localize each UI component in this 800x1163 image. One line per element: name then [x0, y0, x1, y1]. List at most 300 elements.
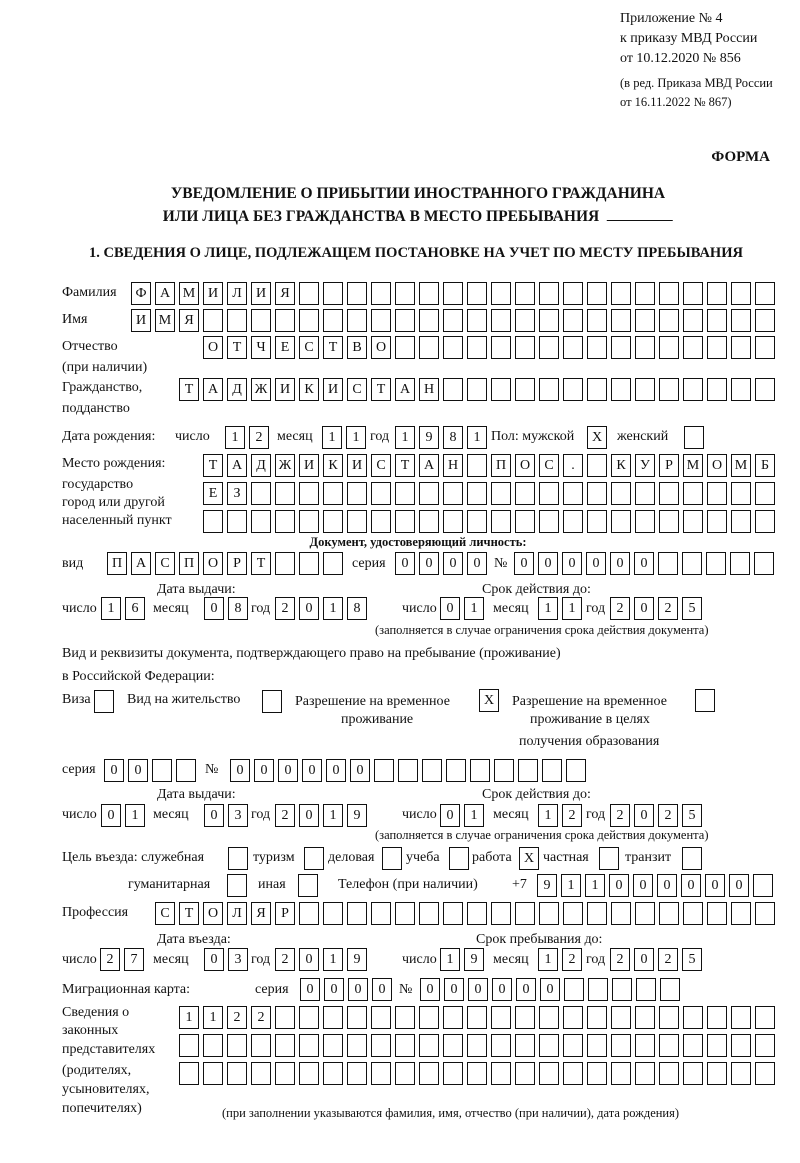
sex-female-checkbox[interactable]: [684, 426, 708, 449]
char-cell[interactable]: 1: [538, 948, 558, 971]
char-cell[interactable]: [347, 902, 367, 925]
char-cell[interactable]: [587, 309, 607, 332]
char-cell[interactable]: [635, 378, 655, 401]
char-cell[interactable]: [683, 510, 703, 533]
char-cell[interactable]: [612, 978, 632, 1001]
char-cell[interactable]: [731, 1006, 751, 1029]
char-cell[interactable]: 2: [658, 597, 678, 620]
char-cell[interactable]: 2: [100, 948, 120, 971]
char-cell[interactable]: Л: [227, 282, 247, 305]
char-cell[interactable]: 0: [128, 759, 148, 782]
char-cell[interactable]: П: [179, 552, 199, 575]
char-cell[interactable]: [755, 1062, 775, 1085]
char-cell[interactable]: [659, 1062, 679, 1085]
char-cell[interactable]: [683, 309, 703, 332]
char-cell[interactable]: [659, 482, 679, 505]
char-cell[interactable]: 2: [275, 597, 295, 620]
purpose-work-checkbox[interactable]: [519, 847, 543, 870]
char-cell[interactable]: 1: [561, 874, 581, 897]
char-cell[interactable]: 0: [204, 597, 224, 620]
id-series-boxes[interactable]: [395, 552, 491, 575]
char-cell[interactable]: [299, 552, 319, 575]
char-cell[interactable]: [203, 510, 223, 533]
char-cell[interactable]: 1: [323, 804, 343, 827]
char-cell[interactable]: 0: [516, 978, 536, 1001]
checkbox-cell[interactable]: [684, 426, 704, 449]
char-cell[interactable]: 5: [682, 948, 702, 971]
char-cell[interactable]: 1: [464, 597, 484, 620]
stay-valid-day-boxes[interactable]: [440, 804, 488, 827]
char-cell[interactable]: [491, 336, 511, 359]
char-cell[interactable]: 8: [443, 426, 463, 449]
char-cell[interactable]: [755, 902, 775, 925]
char-cell[interactable]: 0: [300, 978, 320, 1001]
trp-checkbox[interactable]: [479, 689, 503, 712]
char-cell[interactable]: 8: [228, 597, 248, 620]
char-cell[interactable]: Т: [203, 454, 223, 477]
char-cell[interactable]: 2: [227, 1006, 247, 1029]
checkbox-cell[interactable]: [228, 847, 248, 870]
char-cell[interactable]: [660, 978, 680, 1001]
char-cell[interactable]: 0: [705, 874, 725, 897]
stay-valid-month-boxes[interactable]: [538, 804, 586, 827]
char-cell[interactable]: Ч: [251, 336, 271, 359]
checkbox-cell[interactable]: X: [479, 689, 499, 712]
char-cell[interactable]: Р: [659, 454, 679, 477]
char-cell[interactable]: [323, 902, 343, 925]
stay-number-boxes[interactable]: [230, 759, 590, 782]
char-cell[interactable]: [491, 902, 511, 925]
char-cell[interactable]: [491, 378, 511, 401]
char-cell[interactable]: Я: [275, 282, 295, 305]
char-cell[interactable]: [707, 1062, 727, 1085]
char-cell[interactable]: [395, 510, 415, 533]
char-cell[interactable]: [659, 282, 679, 305]
char-cell[interactable]: [587, 454, 607, 477]
id-issue-day-boxes[interactable]: [101, 597, 149, 620]
char-cell[interactable]: [227, 510, 247, 533]
char-cell[interactable]: [635, 282, 655, 305]
char-cell[interactable]: [731, 902, 751, 925]
char-cell[interactable]: Т: [227, 336, 247, 359]
char-cell[interactable]: [299, 482, 319, 505]
char-cell[interactable]: [395, 1006, 415, 1029]
char-cell[interactable]: [515, 902, 535, 925]
char-cell[interactable]: [515, 510, 535, 533]
char-cell[interactable]: [518, 759, 538, 782]
char-cell[interactable]: 9: [464, 948, 484, 971]
char-cell[interactable]: Н: [443, 454, 463, 477]
char-cell[interactable]: 5: [682, 597, 702, 620]
char-cell[interactable]: [275, 309, 295, 332]
char-cell[interactable]: 2: [562, 948, 582, 971]
char-cell[interactable]: [636, 978, 656, 1001]
char-cell[interactable]: [566, 759, 586, 782]
surname-boxes[interactable]: [131, 282, 779, 305]
char-cell[interactable]: 2: [610, 804, 630, 827]
char-cell[interactable]: [299, 902, 319, 925]
char-cell[interactable]: 0: [729, 874, 749, 897]
char-cell[interactable]: Л: [227, 902, 247, 925]
char-cell[interactable]: [753, 874, 773, 897]
char-cell[interactable]: [683, 282, 703, 305]
char-cell[interactable]: [587, 378, 607, 401]
char-cell[interactable]: [419, 309, 439, 332]
char-cell[interactable]: [323, 282, 343, 305]
char-cell[interactable]: [539, 482, 559, 505]
char-cell[interactable]: [395, 1062, 415, 1085]
char-cell[interactable]: [515, 1034, 535, 1057]
char-cell[interactable]: [588, 978, 608, 1001]
char-cell[interactable]: Т: [395, 454, 415, 477]
char-cell[interactable]: 0: [302, 759, 322, 782]
char-cell[interactable]: [179, 1034, 199, 1057]
id-issue-year-boxes[interactable]: [275, 597, 371, 620]
char-cell[interactable]: М: [179, 282, 199, 305]
char-cell[interactable]: [323, 1062, 343, 1085]
char-cell[interactable]: [539, 378, 559, 401]
purpose-transit-checkbox[interactable]: [682, 847, 706, 870]
char-cell[interactable]: 9: [419, 426, 439, 449]
checkbox-cell[interactable]: [695, 689, 715, 712]
stay-issue-month-boxes[interactable]: [204, 804, 252, 827]
char-cell[interactable]: [731, 482, 751, 505]
char-cell[interactable]: [371, 482, 391, 505]
char-cell[interactable]: [515, 1006, 535, 1029]
char-cell[interactable]: [491, 1034, 511, 1057]
char-cell[interactable]: Я: [251, 902, 271, 925]
char-cell[interactable]: [491, 1062, 511, 1085]
char-cell[interactable]: З: [227, 482, 247, 505]
char-cell[interactable]: 0: [492, 978, 512, 1001]
char-cell[interactable]: 0: [514, 552, 534, 575]
char-cell[interactable]: М: [155, 309, 175, 332]
char-cell[interactable]: [419, 510, 439, 533]
char-cell[interactable]: [371, 1062, 391, 1085]
reps-boxes-2[interactable]: [179, 1034, 779, 1057]
char-cell[interactable]: [251, 309, 271, 332]
purpose-humanitarian-checkbox[interactable]: [227, 874, 251, 897]
char-cell[interactable]: 0: [104, 759, 124, 782]
char-cell[interactable]: [203, 1062, 223, 1085]
char-cell[interactable]: 0: [609, 874, 629, 897]
char-cell[interactable]: [227, 1034, 247, 1057]
char-cell[interactable]: 0: [444, 978, 464, 1001]
phone-boxes[interactable]: [537, 874, 777, 897]
char-cell[interactable]: 7: [124, 948, 144, 971]
char-cell[interactable]: [203, 1034, 223, 1057]
char-cell[interactable]: [275, 1062, 295, 1085]
char-cell[interactable]: 0: [299, 597, 319, 620]
char-cell[interactable]: [587, 282, 607, 305]
char-cell[interactable]: И: [203, 282, 223, 305]
char-cell[interactable]: Т: [179, 378, 199, 401]
char-cell[interactable]: [706, 552, 726, 575]
char-cell[interactable]: [635, 1062, 655, 1085]
char-cell[interactable]: [587, 1062, 607, 1085]
char-cell[interactable]: 5: [682, 804, 702, 827]
char-cell[interactable]: И: [323, 378, 343, 401]
char-cell[interactable]: [731, 1062, 751, 1085]
char-cell[interactable]: [635, 336, 655, 359]
char-cell[interactable]: А: [227, 454, 247, 477]
char-cell[interactable]: [323, 482, 343, 505]
char-cell[interactable]: 0: [610, 552, 630, 575]
char-cell[interactable]: [347, 482, 367, 505]
purpose-official-checkbox[interactable]: [228, 847, 252, 870]
checkbox-cell[interactable]: [94, 690, 114, 713]
birthplace-boxes-3[interactable]: [203, 510, 779, 533]
char-cell[interactable]: [755, 282, 775, 305]
char-cell[interactable]: [491, 1006, 511, 1029]
purpose-other-checkbox[interactable]: [298, 874, 322, 897]
char-cell[interactable]: [467, 1062, 487, 1085]
char-cell[interactable]: .: [563, 454, 583, 477]
char-cell[interactable]: 1: [101, 597, 121, 620]
char-cell[interactable]: Е: [275, 336, 295, 359]
char-cell[interactable]: В: [347, 336, 367, 359]
char-cell[interactable]: [371, 902, 391, 925]
char-cell[interactable]: [539, 902, 559, 925]
char-cell[interactable]: 0: [230, 759, 250, 782]
char-cell[interactable]: К: [323, 454, 343, 477]
checkbox-cell[interactable]: [382, 847, 402, 870]
char-cell[interactable]: 1: [395, 426, 415, 449]
char-cell[interactable]: 0: [254, 759, 274, 782]
entry-month-boxes[interactable]: [204, 948, 252, 971]
char-cell[interactable]: [683, 1034, 703, 1057]
char-cell[interactable]: [659, 1034, 679, 1057]
char-cell[interactable]: [539, 309, 559, 332]
char-cell[interactable]: [659, 336, 679, 359]
char-cell[interactable]: 0: [562, 552, 582, 575]
char-cell[interactable]: [587, 510, 607, 533]
char-cell[interactable]: А: [131, 552, 151, 575]
char-cell[interactable]: 1: [125, 804, 145, 827]
char-cell[interactable]: 0: [468, 978, 488, 1001]
char-cell[interactable]: А: [155, 282, 175, 305]
char-cell[interactable]: [299, 1034, 319, 1057]
char-cell[interactable]: 1: [225, 426, 245, 449]
char-cell[interactable]: [467, 309, 487, 332]
char-cell[interactable]: [419, 482, 439, 505]
char-cell[interactable]: Ф: [131, 282, 151, 305]
sex-male-checkbox[interactable]: [587, 426, 611, 449]
char-cell[interactable]: [347, 1034, 367, 1057]
citizenship-boxes[interactable]: [179, 378, 779, 401]
char-cell[interactable]: С: [155, 552, 175, 575]
char-cell[interactable]: [467, 282, 487, 305]
char-cell[interactable]: [563, 1006, 583, 1029]
entry-day-boxes[interactable]: [100, 948, 148, 971]
char-cell[interactable]: [371, 510, 391, 533]
char-cell[interactable]: 2: [562, 804, 582, 827]
char-cell[interactable]: [275, 552, 295, 575]
char-cell[interactable]: [347, 309, 367, 332]
char-cell[interactable]: [323, 552, 343, 575]
char-cell[interactable]: [443, 282, 463, 305]
char-cell[interactable]: Т: [323, 336, 343, 359]
char-cell[interactable]: [587, 482, 607, 505]
char-cell[interactable]: [755, 378, 775, 401]
stay-valid-year-boxes[interactable]: [610, 804, 706, 827]
char-cell[interactable]: [467, 336, 487, 359]
reps-boxes-1[interactable]: [179, 1006, 779, 1029]
char-cell[interactable]: 2: [249, 426, 269, 449]
char-cell[interactable]: [446, 759, 466, 782]
char-cell[interactable]: 0: [440, 597, 460, 620]
char-cell[interactable]: 1: [440, 948, 460, 971]
char-cell[interactable]: [251, 510, 271, 533]
char-cell[interactable]: И: [299, 454, 319, 477]
char-cell[interactable]: [443, 1034, 463, 1057]
char-cell[interactable]: О: [203, 336, 223, 359]
char-cell[interactable]: [152, 759, 172, 782]
char-cell[interactable]: Р: [275, 902, 295, 925]
char-cell[interactable]: 1: [464, 804, 484, 827]
char-cell[interactable]: [658, 552, 678, 575]
char-cell[interactable]: 0: [395, 552, 415, 575]
char-cell[interactable]: [611, 510, 631, 533]
char-cell[interactable]: [371, 1034, 391, 1057]
char-cell[interactable]: Ж: [275, 454, 295, 477]
char-cell[interactable]: 1: [585, 874, 605, 897]
char-cell[interactable]: [491, 282, 511, 305]
char-cell[interactable]: [731, 336, 751, 359]
char-cell[interactable]: 0: [634, 552, 654, 575]
char-cell[interactable]: 2: [610, 597, 630, 620]
char-cell[interactable]: Н: [419, 378, 439, 401]
char-cell[interactable]: Д: [227, 378, 247, 401]
char-cell[interactable]: [443, 336, 463, 359]
char-cell[interactable]: [539, 1034, 559, 1057]
char-cell[interactable]: [491, 482, 511, 505]
char-cell[interactable]: [347, 282, 367, 305]
char-cell[interactable]: Р: [227, 552, 247, 575]
visa-checkbox[interactable]: [94, 690, 118, 713]
char-cell[interactable]: [374, 759, 394, 782]
char-cell[interactable]: И: [251, 282, 271, 305]
char-cell[interactable]: [419, 902, 439, 925]
char-cell[interactable]: [491, 309, 511, 332]
char-cell[interactable]: О: [203, 902, 223, 925]
char-cell[interactable]: 0: [204, 804, 224, 827]
char-cell[interactable]: [563, 309, 583, 332]
char-cell[interactable]: [539, 1062, 559, 1085]
char-cell[interactable]: [176, 759, 196, 782]
char-cell[interactable]: [587, 336, 607, 359]
checkbox-cell[interactable]: [298, 874, 318, 897]
char-cell[interactable]: [707, 510, 727, 533]
char-cell[interactable]: [494, 759, 514, 782]
char-cell[interactable]: [731, 510, 751, 533]
char-cell[interactable]: 1: [322, 426, 342, 449]
profession-boxes[interactable]: [155, 902, 779, 925]
char-cell[interactable]: 2: [275, 804, 295, 827]
checkbox-cell[interactable]: [262, 690, 282, 713]
char-cell[interactable]: [443, 378, 463, 401]
id-valid-year-boxes[interactable]: [610, 597, 706, 620]
char-cell[interactable]: [659, 510, 679, 533]
char-cell[interactable]: 0: [299, 804, 319, 827]
char-cell[interactable]: 9: [347, 948, 367, 971]
char-cell[interactable]: 9: [537, 874, 557, 897]
char-cell[interactable]: [611, 282, 631, 305]
char-cell[interactable]: [683, 1006, 703, 1029]
char-cell[interactable]: [635, 309, 655, 332]
char-cell[interactable]: 3: [228, 804, 248, 827]
char-cell[interactable]: 0: [101, 804, 121, 827]
char-cell[interactable]: Е: [203, 482, 223, 505]
char-cell[interactable]: [398, 759, 418, 782]
char-cell[interactable]: [563, 902, 583, 925]
birthplace-boxes-1[interactable]: [203, 454, 779, 477]
char-cell[interactable]: [347, 1062, 367, 1085]
char-cell[interactable]: [635, 902, 655, 925]
char-cell[interactable]: 0: [204, 948, 224, 971]
char-cell[interactable]: С: [155, 902, 175, 925]
char-cell[interactable]: 0: [586, 552, 606, 575]
char-cell[interactable]: М: [731, 454, 751, 477]
char-cell[interactable]: [299, 282, 319, 305]
char-cell[interactable]: 0: [634, 597, 654, 620]
char-cell[interactable]: [227, 309, 247, 332]
char-cell[interactable]: М: [683, 454, 703, 477]
char-cell[interactable]: О: [707, 454, 727, 477]
char-cell[interactable]: [275, 482, 295, 505]
char-cell[interactable]: [419, 1062, 439, 1085]
char-cell[interactable]: [443, 902, 463, 925]
char-cell[interactable]: 0: [324, 978, 344, 1001]
char-cell[interactable]: К: [611, 454, 631, 477]
char-cell[interactable]: [323, 309, 343, 332]
char-cell[interactable]: И: [275, 378, 295, 401]
char-cell[interactable]: [443, 482, 463, 505]
char-cell[interactable]: [682, 552, 702, 575]
char-cell[interactable]: О: [203, 552, 223, 575]
char-cell[interactable]: [395, 282, 415, 305]
char-cell[interactable]: Д: [251, 454, 271, 477]
char-cell[interactable]: 9: [347, 804, 367, 827]
char-cell[interactable]: [683, 1062, 703, 1085]
char-cell[interactable]: 1: [538, 804, 558, 827]
char-cell[interactable]: С: [299, 336, 319, 359]
char-cell[interactable]: [515, 378, 535, 401]
char-cell[interactable]: [754, 552, 774, 575]
char-cell[interactable]: 0: [299, 948, 319, 971]
char-cell[interactable]: [539, 282, 559, 305]
birthplace-boxes-2[interactable]: [203, 482, 779, 505]
char-cell[interactable]: [707, 482, 727, 505]
char-cell[interactable]: [515, 1062, 535, 1085]
char-cell[interactable]: 1: [179, 1006, 199, 1029]
char-cell[interactable]: [515, 482, 535, 505]
checkbox-cell[interactable]: [227, 874, 247, 897]
char-cell[interactable]: [563, 482, 583, 505]
char-cell[interactable]: 0: [440, 804, 460, 827]
char-cell[interactable]: [275, 1034, 295, 1057]
char-cell[interactable]: [587, 902, 607, 925]
char-cell[interactable]: 0: [467, 552, 487, 575]
char-cell[interactable]: 1: [562, 597, 582, 620]
birth-year-boxes[interactable]: [395, 426, 491, 449]
char-cell[interactable]: 2: [658, 948, 678, 971]
char-cell[interactable]: С: [539, 454, 559, 477]
char-cell[interactable]: 0: [681, 874, 701, 897]
char-cell[interactable]: 1: [467, 426, 487, 449]
char-cell[interactable]: [419, 336, 439, 359]
char-cell[interactable]: 2: [275, 948, 295, 971]
